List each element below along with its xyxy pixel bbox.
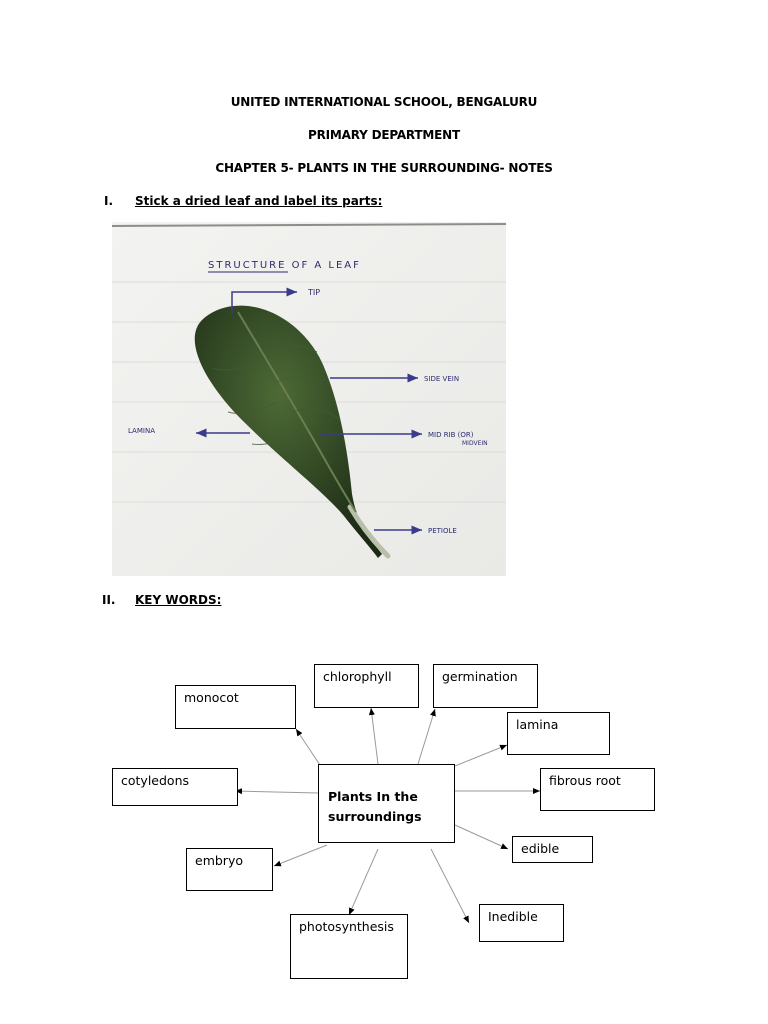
department-name: PRIMARY DEPARTMENT	[308, 128, 460, 142]
mindmap-center-line-1: Plants In the	[328, 789, 418, 804]
keyword-photosynthesis: photosynthesis	[290, 914, 408, 979]
section-1-title: Stick a dried leaf and label its parts:	[135, 194, 383, 208]
keyword-inedible: Inedible	[479, 904, 564, 942]
arrow-embryo	[274, 845, 327, 866]
label-petiole: PETIOLE	[428, 527, 457, 535]
keyword-germination: germination	[433, 664, 538, 708]
arrow-edible	[455, 825, 508, 849]
keyword-monocot: monocot	[175, 685, 296, 729]
keyword-chlorophyll: chlorophyll	[314, 664, 419, 708]
keyword-fibrous-root: fibrous root	[540, 768, 655, 811]
label-side-vein: SIDE VEIN	[424, 375, 460, 383]
section-2-title: KEY WORDS:	[135, 593, 222, 607]
chapter-title: CHAPTER 5- PLANTS IN THE SURROUNDING- NOTES	[215, 161, 553, 175]
keyword-edible: edible	[512, 836, 593, 863]
keyword-embryo: embryo	[186, 848, 273, 891]
mindmap-center	[318, 764, 455, 843]
school-name: UNITED INTERNATIONAL SCHOOL, BENGALURU	[230, 95, 538, 109]
arrow-monocot	[296, 729, 320, 765]
keyword-cotyledons: cotyledons	[112, 768, 238, 806]
leaf-photo-heading: STRUCTURE OF A LEAF	[208, 260, 361, 271]
arrow-germination	[418, 709, 435, 764]
arrow-inedible	[431, 849, 469, 923]
label-tip: TIP	[308, 288, 321, 297]
mindmap-center-line-2: surroundings	[328, 809, 422, 824]
arrow-photosynthesis	[349, 849, 378, 915]
arrow-cotyledons	[235, 791, 318, 793]
label-lamina: LAMINA	[128, 427, 155, 435]
keyword-lamina: lamina	[507, 712, 610, 755]
label-midrib: MID RIB (OR)	[428, 431, 474, 439]
section-1-number: I.	[104, 194, 114, 208]
section-2-number: II.	[102, 593, 116, 607]
arrow-lamina	[455, 745, 507, 766]
label-midvein: MIDVEIN	[462, 440, 488, 447]
arrow-chlorophyll	[371, 708, 378, 764]
